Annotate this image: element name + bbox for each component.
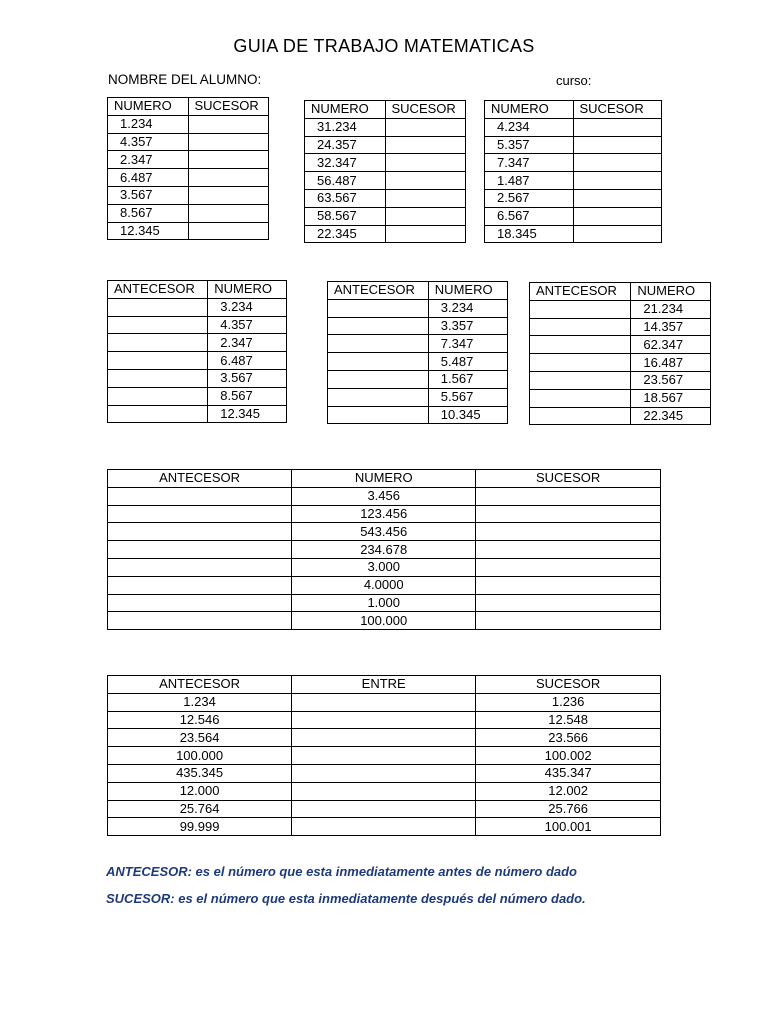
answer-cell[interactable] — [108, 334, 208, 352]
sucesor-answer-cell[interactable] — [476, 558, 661, 576]
table-row — [305, 154, 466, 172]
header-row — [328, 282, 508, 300]
answer-cell[interactable] — [188, 169, 269, 187]
header-row — [108, 281, 287, 299]
answer-cell[interactable] — [385, 189, 466, 207]
number-cell: 7.347 — [428, 335, 507, 353]
antecesor-cell: 23.564 — [108, 729, 292, 747]
answer-cell[interactable] — [573, 225, 662, 243]
header-row — [305, 101, 466, 119]
table-row — [530, 318, 711, 336]
column-header: NUMERO — [208, 281, 287, 299]
sucesor-table-2 — [304, 100, 466, 243]
number-cell: 63.567 — [305, 189, 386, 207]
between-answer-cell[interactable] — [292, 729, 476, 747]
table-row — [328, 353, 508, 371]
sucesor-answer-cell[interactable] — [476, 523, 661, 541]
table-row — [328, 388, 508, 406]
sucesor-cell: 100.002 — [476, 747, 661, 765]
table-row — [328, 317, 508, 335]
number-cell: 5.487 — [428, 353, 507, 371]
number-cell: 1.487 — [485, 172, 574, 190]
student-name-label: NOMBRE DEL ALUMNO: — [108, 72, 262, 87]
column-header: SUCESOR — [573, 101, 662, 119]
column-header: NUMERO — [485, 101, 574, 119]
number-cell: 23.567 — [631, 371, 711, 389]
number-cell: 2.567 — [485, 189, 574, 207]
table-row — [485, 207, 662, 225]
number-cell: 21.234 — [631, 300, 711, 318]
table-row — [305, 136, 466, 154]
number-cell: 24.357 — [305, 136, 386, 154]
table-row — [485, 154, 662, 172]
column-header: NUMERO — [108, 98, 189, 116]
column-header: SUCESOR — [385, 101, 466, 119]
number-cell: 58.567 — [305, 207, 386, 225]
number-cell: 4.357 — [208, 316, 287, 334]
between-answer-cell[interactable] — [292, 800, 476, 818]
table-row — [108, 352, 287, 370]
table-row — [530, 300, 711, 318]
antecesor-table-3 — [529, 282, 711, 425]
table-row — [108, 169, 269, 187]
table-row — [305, 172, 466, 190]
answer-cell[interactable] — [573, 154, 662, 172]
table-row — [108, 541, 661, 559]
column-header: ANTECESOR — [108, 470, 292, 488]
answer-cell[interactable] — [530, 336, 631, 354]
column-header: SUCESOR — [188, 98, 269, 116]
number-cell: 3.000 — [292, 558, 476, 576]
answer-cell[interactable] — [188, 133, 269, 151]
antecesor-cell: 435.345 — [108, 764, 292, 782]
number-cell: 100.000 — [292, 612, 476, 630]
sucesor-answer-cell[interactable] — [476, 541, 661, 559]
table-row — [108, 800, 661, 818]
table-row — [108, 523, 661, 541]
answer-cell[interactable] — [385, 207, 466, 225]
column-header: NUMERO — [631, 283, 711, 301]
table-row — [108, 747, 661, 765]
table-row — [108, 612, 661, 630]
number-cell: 7.347 — [485, 154, 574, 172]
number-cell: 234.678 — [292, 541, 476, 559]
table-row — [108, 115, 269, 133]
table-row — [530, 407, 711, 425]
table-row — [305, 207, 466, 225]
sucesor-table-1 — [107, 97, 269, 240]
table-row — [485, 172, 662, 190]
number-cell: 8.567 — [208, 387, 287, 405]
sucesor-answer-cell[interactable] — [476, 594, 661, 612]
sucesor-answer-cell[interactable] — [476, 505, 661, 523]
antecesor-cell: 99.999 — [108, 818, 292, 836]
table-row — [108, 576, 661, 594]
table-row — [108, 594, 661, 612]
table-row — [485, 225, 662, 243]
antecesor-answer-cell[interactable] — [108, 612, 292, 630]
antecesor-answer-cell[interactable] — [108, 487, 292, 505]
answer-cell[interactable] — [328, 353, 429, 371]
antecesor-cell: 12.546 — [108, 711, 292, 729]
answer-cell[interactable] — [530, 318, 631, 336]
table-row — [485, 189, 662, 207]
sucesor-answer-cell[interactable] — [476, 612, 661, 630]
table-row — [108, 558, 661, 576]
table-row — [108, 405, 287, 423]
table-row — [530, 371, 711, 389]
table-row — [108, 133, 269, 151]
antecesor-cell: 12.000 — [108, 782, 292, 800]
header-row — [108, 676, 661, 694]
answer-cell[interactable] — [328, 299, 429, 317]
answer-cell[interactable] — [328, 335, 429, 353]
header-row — [485, 101, 662, 119]
table-row — [328, 335, 508, 353]
table-row — [108, 369, 287, 387]
table-row — [108, 316, 287, 334]
sucesor-cell: 23.566 — [476, 729, 661, 747]
number-cell: 4.0000 — [292, 576, 476, 594]
answer-cell[interactable] — [108, 387, 208, 405]
sucesor-cell: 1.236 — [476, 693, 661, 711]
number-cell: 3.357 — [428, 317, 507, 335]
table-row — [328, 370, 508, 388]
number-cell: 3.234 — [208, 298, 287, 316]
table-row — [328, 299, 508, 317]
answer-cell[interactable] — [530, 371, 631, 389]
answer-cell[interactable] — [188, 186, 269, 204]
table-row — [305, 118, 466, 136]
number-cell: 5.357 — [485, 136, 574, 154]
sucesor-definition: SUCESOR: es el número que esta inmediatamente después del número dado. — [106, 891, 586, 906]
number-cell: 12.345 — [208, 405, 287, 423]
antecesor-answer-cell[interactable] — [108, 594, 292, 612]
between-answer-cell[interactable] — [292, 693, 476, 711]
number-cell: 3.567 — [108, 186, 189, 204]
between-answer-cell[interactable] — [292, 747, 476, 765]
answer-cell[interactable] — [108, 405, 208, 423]
number-cell: 62.347 — [631, 336, 711, 354]
sucesor-answer-cell[interactable] — [476, 487, 661, 505]
number-cell: 3.456 — [292, 487, 476, 505]
antecesor-definition: ANTECESOR: es el número que esta inmediatamente antes de número dado — [106, 864, 577, 879]
table-row — [530, 389, 711, 407]
antecesor-cell: 25.764 — [108, 800, 292, 818]
number-cell: 123.456 — [292, 505, 476, 523]
number-cell: 543.456 — [292, 523, 476, 541]
between-answer-cell[interactable] — [292, 711, 476, 729]
header-row — [108, 470, 661, 488]
column-header: ANTECESOR — [530, 283, 631, 301]
table-row — [530, 336, 711, 354]
table-row — [108, 204, 269, 222]
antecesor-answer-cell[interactable] — [108, 558, 292, 576]
number-cell: 4.234 — [485, 118, 574, 136]
number-cell: 31.234 — [305, 118, 386, 136]
sucesor-cell: 25.766 — [476, 800, 661, 818]
table-row — [328, 406, 508, 424]
number-cell: 2.347 — [108, 151, 189, 169]
table-row — [108, 334, 287, 352]
table-row — [108, 711, 661, 729]
column-header: ANTECESOR — [108, 676, 292, 694]
number-cell: 1.567 — [428, 370, 507, 388]
answer-cell[interactable] — [328, 370, 429, 388]
number-cell: 22.345 — [631, 407, 711, 425]
answer-cell[interactable] — [108, 298, 208, 316]
number-cell: 32.347 — [305, 154, 386, 172]
column-header: ANTECESOR — [328, 282, 429, 300]
page-title: GUIA DE TRABAJO MATEMATICAS — [233, 36, 535, 56]
answer-cell[interactable] — [385, 118, 466, 136]
antecesor-answer-cell[interactable] — [108, 576, 292, 594]
number-cell: 5.567 — [428, 388, 507, 406]
sucesor-cell: 100.001 — [476, 818, 661, 836]
course-label: curso: — [556, 73, 592, 88]
answer-cell[interactable] — [108, 352, 208, 370]
antecesor-table-1 — [107, 280, 287, 423]
answer-cell[interactable] — [385, 136, 466, 154]
number-cell: 1.000 — [292, 594, 476, 612]
number-cell: 16.487 — [631, 354, 711, 372]
answer-cell[interactable] — [573, 136, 662, 154]
between-answer-cell[interactable] — [292, 782, 476, 800]
table-row — [108, 487, 661, 505]
table-row — [108, 186, 269, 204]
sucesor-cell: 435.347 — [476, 764, 661, 782]
number-cell: 6.487 — [108, 169, 189, 187]
column-header: NUMERO — [305, 101, 386, 119]
header-row — [108, 98, 269, 116]
table-row — [108, 387, 287, 405]
table-row — [108, 818, 661, 836]
number-cell: 22.345 — [305, 225, 386, 243]
answer-cell[interactable] — [573, 118, 662, 136]
header-row — [530, 283, 711, 301]
table-row — [305, 189, 466, 207]
answer-cell[interactable] — [328, 406, 429, 424]
antecesor-cell: 1.234 — [108, 693, 292, 711]
table-row — [108, 298, 287, 316]
number-cell: 6.487 — [208, 352, 287, 370]
answer-cell[interactable] — [573, 189, 662, 207]
sucesor-cell: 12.002 — [476, 782, 661, 800]
antecesor-sucesor-table — [107, 469, 661, 630]
number-cell: 3.567 — [208, 369, 287, 387]
table-row — [108, 764, 661, 782]
column-header: NUMERO — [428, 282, 507, 300]
answer-cell[interactable] — [530, 300, 631, 318]
antecesor-answer-cell[interactable] — [108, 541, 292, 559]
number-cell: 14.357 — [631, 318, 711, 336]
number-cell: 12.345 — [108, 222, 189, 240]
antecesor-answer-cell[interactable] — [108, 523, 292, 541]
answer-cell[interactable] — [328, 388, 429, 406]
answer-cell[interactable] — [530, 354, 631, 372]
antecesor-table-2 — [327, 281, 508, 424]
answer-cell[interactable] — [188, 204, 269, 222]
number-cell: 6.567 — [485, 207, 574, 225]
column-header: SUCESOR — [476, 676, 661, 694]
table-row — [530, 354, 711, 372]
column-header: ANTECESOR — [108, 281, 208, 299]
table-row — [305, 225, 466, 243]
number-cell: 3.234 — [428, 299, 507, 317]
sucesor-table-3 — [484, 100, 662, 243]
answer-cell[interactable] — [108, 316, 208, 334]
answer-cell[interactable] — [328, 317, 429, 335]
number-cell: 1.234 — [108, 115, 189, 133]
answer-cell[interactable] — [573, 172, 662, 190]
answer-cell[interactable] — [530, 407, 631, 425]
answer-cell[interactable] — [573, 207, 662, 225]
table-row — [108, 151, 269, 169]
number-cell: 8.567 — [108, 204, 189, 222]
column-header: ENTRE — [292, 676, 476, 694]
table-row — [108, 729, 661, 747]
table-row — [108, 505, 661, 523]
number-cell: 10.345 — [428, 406, 507, 424]
answer-cell[interactable] — [530, 389, 631, 407]
answer-cell[interactable] — [385, 225, 466, 243]
answer-cell[interactable] — [188, 151, 269, 169]
table-row — [485, 136, 662, 154]
answer-cell[interactable] — [188, 222, 269, 240]
antecesor-answer-cell[interactable] — [108, 505, 292, 523]
answer-cell[interactable] — [108, 369, 208, 387]
table-row — [485, 118, 662, 136]
table-row — [108, 693, 661, 711]
column-header: NUMERO — [292, 470, 476, 488]
number-cell: 18.345 — [485, 225, 574, 243]
answer-cell[interactable] — [385, 172, 466, 190]
sucesor-answer-cell[interactable] — [476, 576, 661, 594]
number-cell: 4.357 — [108, 133, 189, 151]
between-answer-cell[interactable] — [292, 764, 476, 782]
antecesor-cell: 100.000 — [108, 747, 292, 765]
table-row — [108, 782, 661, 800]
between-answer-cell[interactable] — [292, 818, 476, 836]
sucesor-cell: 12.548 — [476, 711, 661, 729]
number-cell: 56.487 — [305, 172, 386, 190]
answer-cell[interactable] — [188, 115, 269, 133]
number-cell: 2.347 — [208, 334, 287, 352]
column-header: SUCESOR — [476, 470, 661, 488]
number-cell: 18.567 — [631, 389, 711, 407]
answer-cell[interactable] — [385, 154, 466, 172]
table-row — [108, 222, 269, 240]
between-table — [107, 675, 661, 836]
